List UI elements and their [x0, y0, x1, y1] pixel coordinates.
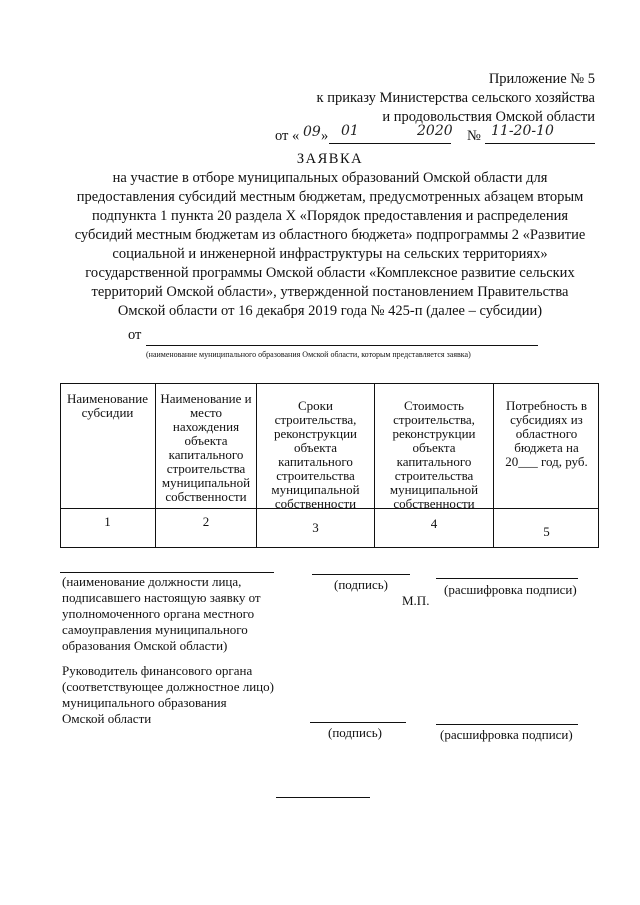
table-number-cell: 5	[493, 508, 599, 548]
position-caption: (наименование должности лица, подписавшего настоящую заявку от уполномоченного органа местного самоуправления муниципального образования Омской области)	[62, 574, 261, 653]
title-line: подпункта 1 пункта 20 раздела X «Порядок предоставления и распределения	[91, 208, 569, 224]
appendix-header	[255, 70, 595, 147]
date-number-line	[255, 123, 595, 147]
application-title	[60, 150, 600, 321]
title-line: государственной программы Омской области «Комплексное развитие сельских	[85, 265, 575, 281]
date-year: 2020	[417, 123, 453, 139]
signature-line[interactable]	[312, 574, 410, 575]
finance-head-caption: Руководитель финансового органа (соответствующее должностное лицо) муниципального образования Омской области	[62, 663, 274, 726]
table-header-cell: Потребность в субсидиях из областного бюджета на 20___ год, руб.	[493, 383, 599, 508]
table-header-cell: Наименование и место нахождения объекта капитального строительства муниципальной собственности	[155, 383, 256, 508]
stamp-place: М.П.	[402, 593, 430, 608]
table-header-cell: Сроки строительства, реконструкции объекта капитального строительства муниципальной собственности	[256, 383, 374, 508]
signature-decode-caption-2: (расшифровка подписи)	[440, 727, 573, 742]
order-line: к приказу Министерства сельского хозяйства	[316, 90, 595, 106]
signature-line-2[interactable]	[310, 722, 406, 723]
date-month: 01	[341, 123, 359, 139]
ministry-line: и продовольствия Омской области	[382, 109, 595, 125]
position-line[interactable]	[60, 572, 274, 573]
date-prefix: от «	[275, 128, 300, 144]
document-heading: ЗАЯВКА	[296, 151, 364, 167]
appendix-number: Приложение № 5	[488, 71, 595, 87]
table-number-cell: 2	[155, 508, 256, 548]
title-line: территорий Омской области», утвержденной постановлением Правительства	[91, 284, 569, 300]
date-day: 09	[303, 124, 321, 140]
table-header-cell: Стоимость строительства, реконструкции объекта капитального строительства муниципальной собственности	[374, 383, 493, 508]
table-number-cell: 1	[60, 508, 155, 548]
table-number-cell: 3	[256, 508, 374, 548]
municipality-caption: (наименование муниципального образования Омской области, которым представляется заявка)	[146, 350, 471, 359]
title-line: на участие в отборе муниципальных образований Омской области для	[112, 170, 548, 186]
from-label: от	[128, 327, 142, 343]
title-line: социальной и инженерной инфраструктуры на сельских территориях»	[112, 246, 548, 262]
subsidy-table	[60, 383, 599, 548]
municipality-name-line[interactable]	[146, 345, 538, 346]
table-number-cell: 4	[374, 508, 493, 548]
signature-decode-line-2[interactable]	[436, 724, 578, 725]
number-value: 11-20-10	[491, 123, 554, 139]
signature-caption-2: (подпись)	[328, 725, 382, 740]
signature-decode-caption: (расшифровка подписи)	[444, 582, 577, 597]
number-prefix: №	[467, 128, 481, 144]
closing-separator	[276, 797, 370, 798]
date-quote: »	[321, 128, 329, 144]
title-line: предоставления субсидий местным бюджетам, предусмотренных абзацем вторым	[76, 189, 584, 205]
number-underline	[485, 143, 595, 144]
signature-decode-line[interactable]	[436, 578, 578, 579]
table-header-cell: Наименование субсидии	[67, 391, 148, 420]
title-line: субсидий местным бюджетам из областного бюджета» подпрограммы 2 «Развитие	[74, 227, 586, 243]
title-line: Омской области от 16 декабря 2019 года № 425-п (далее – субсидии)	[117, 303, 543, 319]
date-underline	[329, 143, 451, 144]
signature-caption: (подпись)	[334, 577, 388, 592]
